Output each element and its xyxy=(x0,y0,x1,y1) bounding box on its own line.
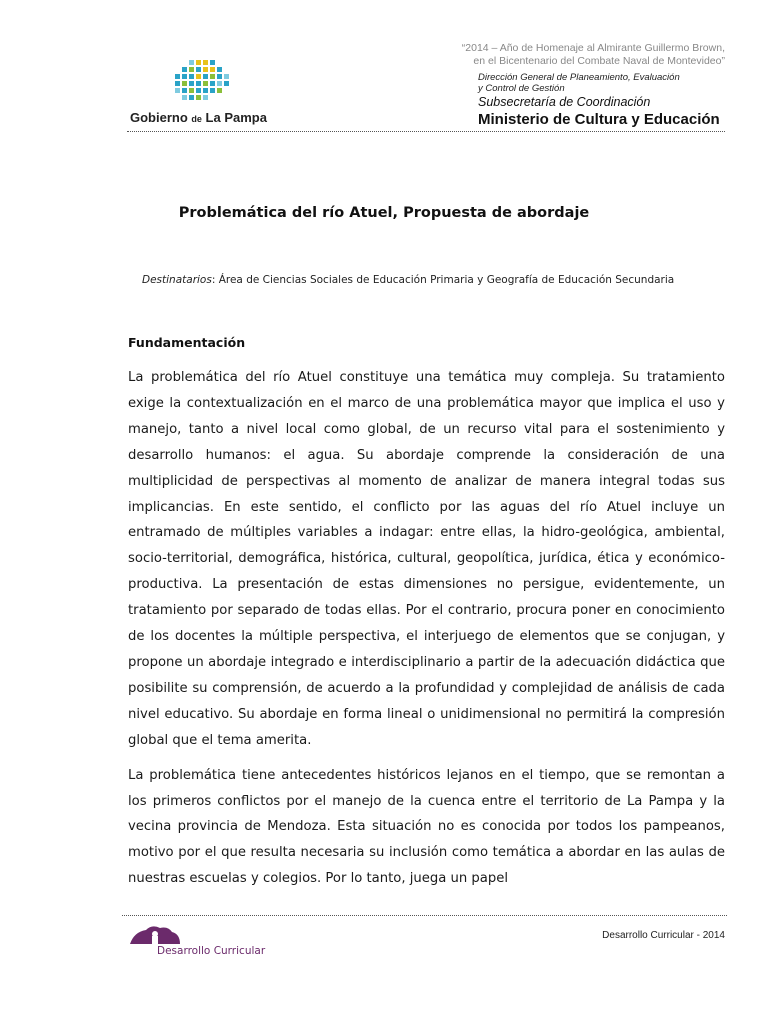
footer-divider xyxy=(122,915,727,916)
logo-word-la-pampa: La Pampa xyxy=(205,110,267,125)
document-title: Problemática del río Atuel, Propuesta de abordaje xyxy=(178,205,590,221)
dept-line-2: y Control de Gestión xyxy=(478,83,565,94)
department-block xyxy=(478,72,720,129)
recipients-line xyxy=(142,274,725,286)
header-divider xyxy=(127,131,725,132)
quote-line-1: “2014 – Año de Homenaje al Almirante Guillermo Brown, xyxy=(461,42,725,54)
footer-right-text: Desarrollo Curricular - 2014 xyxy=(602,930,725,941)
footer-logo-text: Desarrollo Curricular xyxy=(157,945,266,957)
section-title: Fundamentación xyxy=(128,335,246,350)
government-logo-text xyxy=(130,110,267,125)
dept-line-3: Subsecretaría de Coordinación xyxy=(478,95,651,109)
government-logo-mosaic xyxy=(175,60,235,110)
dept-line-1: Dirección General de Planeamiento, Evaluación xyxy=(478,72,680,83)
header-commemoration-quote xyxy=(430,42,725,68)
dept-line-4: Ministerio de Cultura y Educación xyxy=(478,111,720,128)
recipients-text: : Área de Ciencias Sociales de Educación Primaria y Geografía de Educación Secundaria xyxy=(211,274,675,286)
document-body xyxy=(128,365,725,901)
recipients-label: Destinatarios xyxy=(142,274,212,286)
body-paragraph-1: La problemática del río Atuel constituye una temática muy compleja. Su tratamiento exige la contextualización en el marco de una problemática mayor que implica el uso y manejo, tanto a nivel local como global, de un recurso vital para el sostenimiento y desarrollo humanos: el agua. Su abordaje comprende la consideración de una multiplicidad de perspectivas al momento de analizar de manera integral todas sus implicancias. En este sentido, el conflicto por las aguas del río Atuel incluye un entramado de múltiples variables a indagar: entre ellas, la hidro-geológica, ambiental, socio-territorial, demográfica, histórica, cultural, geopolítica, jurídica, ética y económico-productiva. La presentación de estas dimensiones no persigue, evidentemente, un tratamiento por separado de todas ellas. Por el contrario, procura poner en conocimiento de los docentes la múltiple perspectiva, el interjuego de elementos que se conjugan, y propone un abordaje integrado e interdisciplinario a partir de la adecuación didáctica que posibilite su comprensión, de acuerdo a la profundidad y complejidad de análisis de cada nivel educativo. Su abordaje en forma lineal o unidimensional no permitirá la compresión global que el tema amerita. xyxy=(128,370,725,748)
logo-word-gobierno: Gobierno xyxy=(130,110,188,125)
quote-line-2: en el Bicentenario del Combate Naval de Montevideo” xyxy=(473,55,725,67)
logo-word-de: de xyxy=(191,114,202,124)
body-paragraph-2: La problemática tiene antecedentes históricos lejanos en el tiempo, que se remontan a los primeros conflictos por el manejo de la cuenca entre el territorio de La Pampa y la vecina provincia de Mendoza. Esta situación no es conocida por todos los pampeanos, motivo por el que resulta necesaria su inclusión como temática a abordar en las aulas de nuestras escuelas y colegios. Por lo tanto, juega un papel xyxy=(128,767,725,887)
